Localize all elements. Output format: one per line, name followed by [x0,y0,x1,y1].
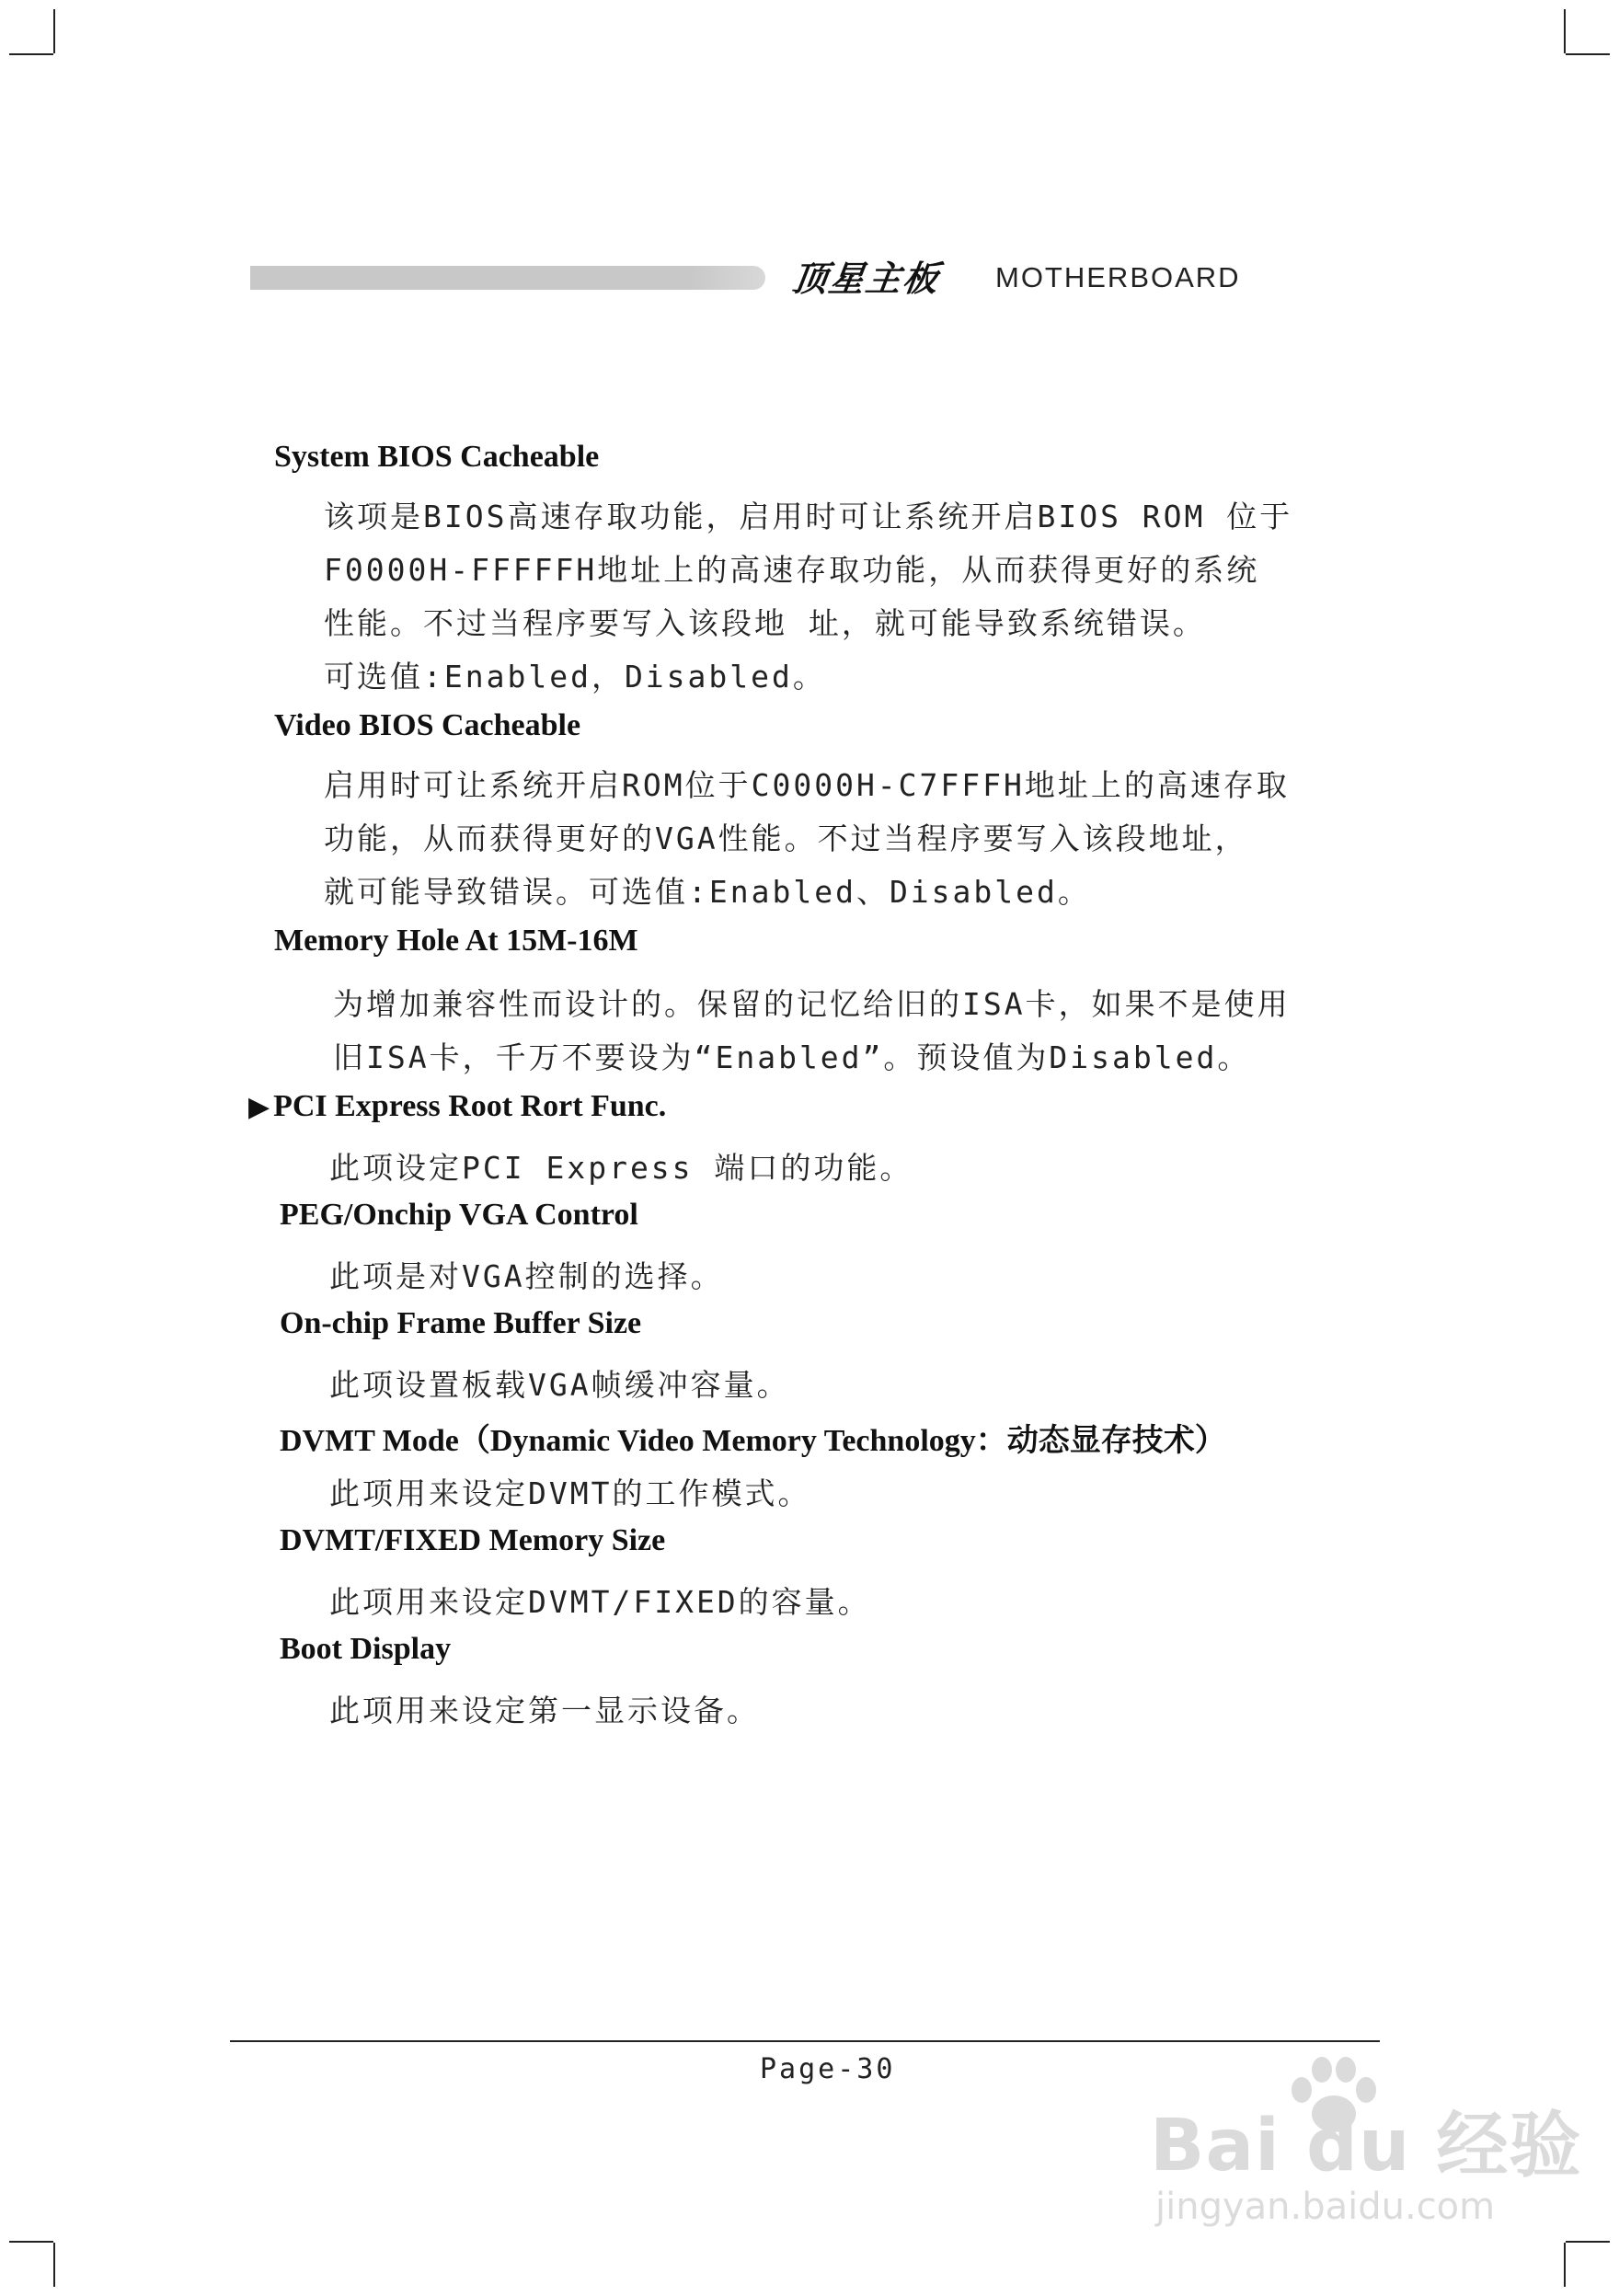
crop-mark [1566,2241,1610,2243]
section-text: 此项用来设定DVMT的工作模式。 [329,1475,811,1511]
crop-mark [1564,9,1566,53]
section-text: 此项设定PCI Express 端口的功能。 [329,1150,913,1186]
crop-mark [1566,53,1610,55]
footer-rule [230,2040,1380,2042]
watermark-logo-text: Bai du 经验 [1150,2105,1582,2187]
section-title: Video BIOS Cacheable [274,708,581,742]
crop-mark [53,2243,55,2287]
section-text: 此项设置板载VGA帧缓冲容量。 [329,1367,790,1403]
section-title: DVMT Mode（Dynamic Video Memory Technology：动态显存技术） [280,1424,1226,1458]
header-brand: 顶星主板 [789,258,943,299]
arrow-right-icon: ▶ [248,1092,270,1122]
section-title: Memory Hole At 15M-16M [274,924,638,958]
crop-mark [1564,2243,1566,2287]
section-text: F0000H-FFFFFH地址上的高速存取功能，从而获得更好的系统 [324,552,1260,588]
section-text: 此项用来设定第一显示设备。 [329,1693,760,1728]
section-title: PEG/Onchip VGA Control [280,1198,638,1232]
section-title: DVMT/FIXED Memory Size [280,1523,666,1557]
section-title: Boot Display [280,1632,452,1666]
crop-mark [9,2241,53,2243]
watermark-url: jingyan.baidu.com [1155,2186,1496,2228]
section-text: 启用时可让系统开启ROM位于C0000H-C7FFFH地址上的高速存取 [324,767,1290,803]
header-subtitle: MOTHERBOARD [995,261,1241,293]
section-text: 此项是对VGA控制的选择。 [329,1258,724,1294]
section-text: 此项用来设定DVMT/FIXED的容量。 [329,1584,871,1620]
header-bar [250,266,765,290]
section-text: 性能。不过当程序要写入该段地 址，就可能导致系统错误。 [324,605,1206,641]
section-text: 就可能导致错误。可选值:Enabled、Disabled。 [324,874,1091,910]
page-number: Page-30 [760,2053,896,2085]
section-text: 功能，从而获得更好的VGA性能。不过当程序要写入该段地址， [324,821,1248,856]
section-title: System BIOS Cacheable [274,440,600,474]
section-title [248,1089,666,1124]
baidu-watermark [1150,2088,1582,2254]
section-title-text: PCI Express Root Rort Func. [273,1089,667,1123]
section-text: 旧ISA卡，千万不要设为“Enabled”。预设值为Disabled。 [333,1039,1251,1075]
crop-mark [53,9,55,53]
section-text: 为增加兼容性而设计的。保留的记忆给旧的ISA卡，如果不是使用 [333,986,1291,1022]
section-title: On-chip Frame Buffer Size [280,1306,642,1340]
section-text: 该项是BIOS高速存取功能，启用时可让系统开启BIOS ROM 位于 [324,499,1293,534]
section-text: 可选值:Enabled，Disabled。 [324,659,826,695]
crop-mark [9,53,53,55]
